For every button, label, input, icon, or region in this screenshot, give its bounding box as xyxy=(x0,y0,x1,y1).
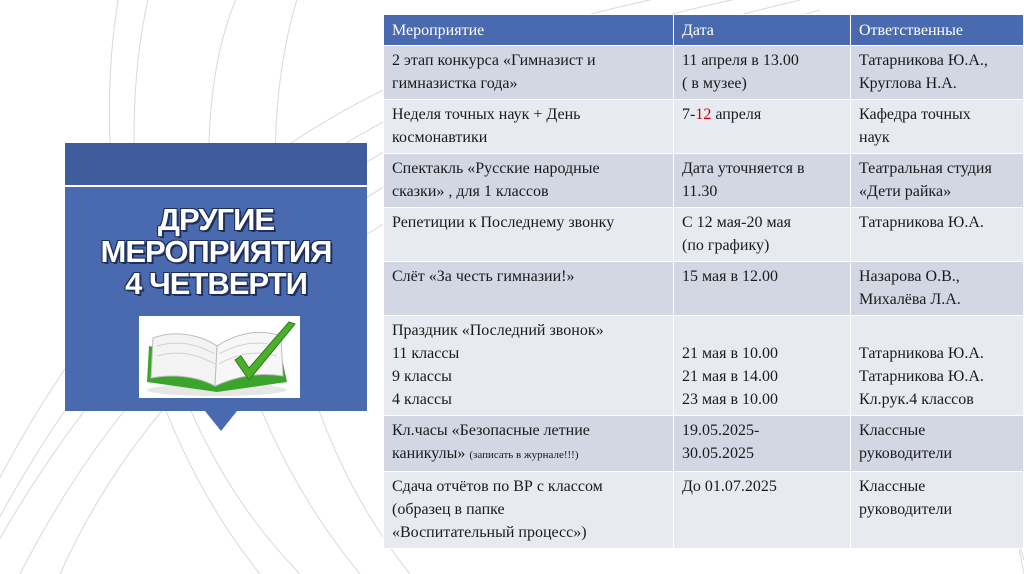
date-cell: Дата уточняется в 11.30 xyxy=(674,154,851,208)
event-cell: Слёт «За честь гимназии!» xyxy=(384,262,674,316)
responsible-cell: Кафедра точных наук xyxy=(851,100,1024,154)
responsible-cell: Татарникова Ю.А., Круглова Н.А. xyxy=(851,46,1024,100)
table-row xyxy=(384,46,1024,100)
side-panel-header-strip xyxy=(65,143,367,187)
column-header-responsible: Ответственные xyxy=(851,15,1024,46)
table-row xyxy=(384,316,1024,416)
date-cell: 19.05.2025- 30.05.2025 xyxy=(674,416,851,472)
date-cell: С 12 мая-20 мая (по графику) xyxy=(674,208,851,262)
event-cell: Сдача отчётов по ВР с классом (образец в папке «Воспитательный процесс») xyxy=(384,472,674,549)
table-row xyxy=(384,472,1024,549)
date-cell: До 01.07.2025 xyxy=(674,472,851,549)
side-panel-pointer xyxy=(205,411,237,431)
event-cell: 2 этап конкурса «Гимназист и гимназистка года» xyxy=(384,46,674,100)
event-cell: Спектакль «Русские народные сказки» , для 1 классов xyxy=(384,154,674,208)
event-cell: Неделя точных наук + День космонавтики xyxy=(384,100,674,154)
responsible-cell: Татарникова Ю.А. xyxy=(851,208,1024,262)
date-cell: 15 мая в 12.00 xyxy=(674,262,851,316)
table-row xyxy=(384,100,1024,154)
open-book-with-checkmark-icon xyxy=(139,316,300,398)
event-cell: Репетиции к Последнему звонку xyxy=(384,208,674,262)
column-header-date: Дата xyxy=(674,15,851,46)
section-title: ДРУГИЕ МЕРОПРИЯТИЯ 4 ЧЕТВЕРТИ xyxy=(100,202,332,301)
event-cell: Кл.часы «Безопасные летние каникулы» (записать в журнале!!!) xyxy=(384,416,674,472)
table-row xyxy=(384,208,1024,262)
responsible-cell: Классные руководители xyxy=(851,472,1024,549)
table-row xyxy=(384,154,1024,208)
event-note: (записать в журнале!!!) xyxy=(469,449,579,461)
table-row xyxy=(384,416,1024,472)
events-table xyxy=(383,14,1024,549)
date-cell: 11 апреля в 13.00 ( в музее) xyxy=(674,46,851,100)
responsible-cell: Театральная студия «Дети райка» xyxy=(851,154,1024,208)
highlighted-date: 12 xyxy=(695,106,712,123)
date-cell: 7-12 апреля xyxy=(674,100,851,154)
responsible-cell: Татарникова Ю.А. Татарникова Ю.А. Кл.рук.4 классов xyxy=(851,316,1024,416)
event-cell: Праздник «Последний звонок» 11 классы 9 классы 4 классы xyxy=(384,316,674,416)
table-row xyxy=(384,262,1024,316)
table-header-row xyxy=(384,15,1024,46)
column-header-event: Мероприятие xyxy=(384,15,674,46)
date-cell: 21 мая в 10.00 21 мая в 14.00 23 мая в 10.00 xyxy=(674,316,851,416)
responsible-cell: Назарова О.В., Михалёва Л.А. xyxy=(851,262,1024,316)
responsible-cell: Классные руководители xyxy=(851,416,1024,472)
